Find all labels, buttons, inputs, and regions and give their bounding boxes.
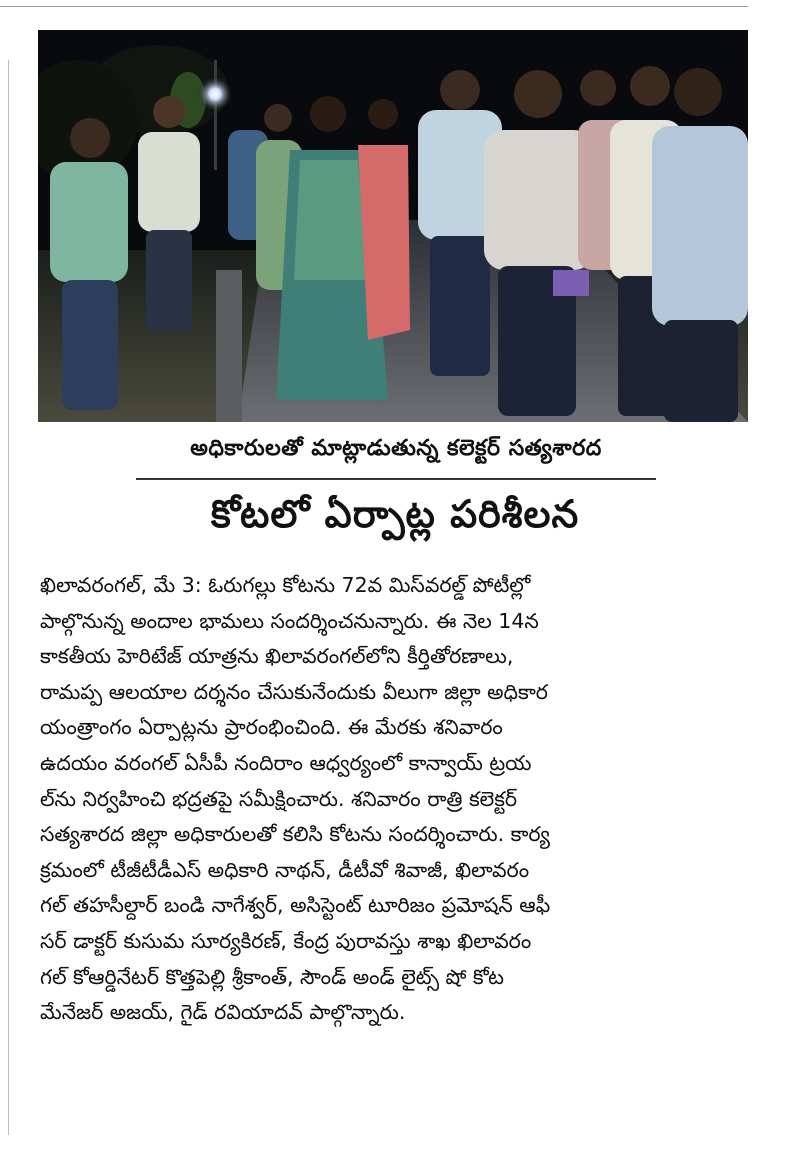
caption-underline	[136, 478, 656, 480]
body-line: ల్‌ను నిర్వహించి భద్రతపై సమీక్షించారు. శనివారం రాత్రి కలెక్టర్	[40, 786, 518, 811]
body-line: రామప్ప ఆలయాల దర్శనం చేసుకునేందుకు వీలుగా జిల్లా అధికార	[40, 679, 548, 704]
news-photo	[38, 30, 748, 422]
body-line: కాకతీయ హెరిటేజ్ యాత్రను ఖిలావరంగల్‌లోని కీర్తితోరణాలు,	[40, 644, 514, 669]
body-line: గల్ తహసీల్దార్ బండి నాగేశ్వర్, అసిస్టెంట్ టూరిజం ప్రమోషన్ ఆఫీ	[40, 893, 551, 918]
body-line: మేనేజర్ అజయ్, గైడ్ రవియాదవ్ పాల్గొన్నారు.	[40, 1000, 406, 1025]
photo-caption: అధికారులతో మాట్లాడుతున్న కలెక్టర్ సత్యశారద	[190, 436, 602, 461]
news-photo-illustration	[38, 30, 748, 422]
body-line: ఖిలావరంగల్, మే 3: ఓరుగల్లు కోటను 72వ మిస్‌వరల్డ్ పోటీల్లో	[40, 573, 531, 597]
article-headline: కోటలో ఏర్పాట్ల పరిశీలన	[210, 492, 580, 536]
body-line: క్రమంలో టీజీటీడీఎస్ అధికారి నాథన్, డీటీవో శివాజీ, ఖిలావరం	[40, 857, 530, 882]
body-line: యంత్రాంగం ఏర్పాట్లను ప్రారంభించింది. ఈ మేరకు శనివారం	[40, 715, 503, 740]
article-body	[40, 568, 752, 1031]
body-line: గల్ కోఆర్డినేటర్ కొత్తపెల్లి శ్రీకాంత్, సౌండ్ అండ్ లైట్స్ షో కోట	[40, 964, 504, 989]
body-line: సర్ డాక్టర్ కుసుమ సూర్యకిరణ్, కేంద్ర పురావస్తు శాఖ ఖిలావరం	[40, 928, 532, 953]
top-divider	[0, 6, 748, 7]
body-line: సత్యశారద జిల్లా అధికారులతో కలిసి కోటను సందర్శించారు. కార్య	[40, 822, 550, 847]
body-line: పాల్గొనున్న అందాల భామలు సందర్శించనున్నారు. ఈ నెల 14న	[40, 608, 539, 633]
body-line: ఉదయం వరంగల్ ఏసీపీ నందిరాం ఆధ్వర్యంలో కాన్వాయ్ ట్రయ	[40, 750, 532, 775]
column-divider	[8, 60, 9, 1135]
